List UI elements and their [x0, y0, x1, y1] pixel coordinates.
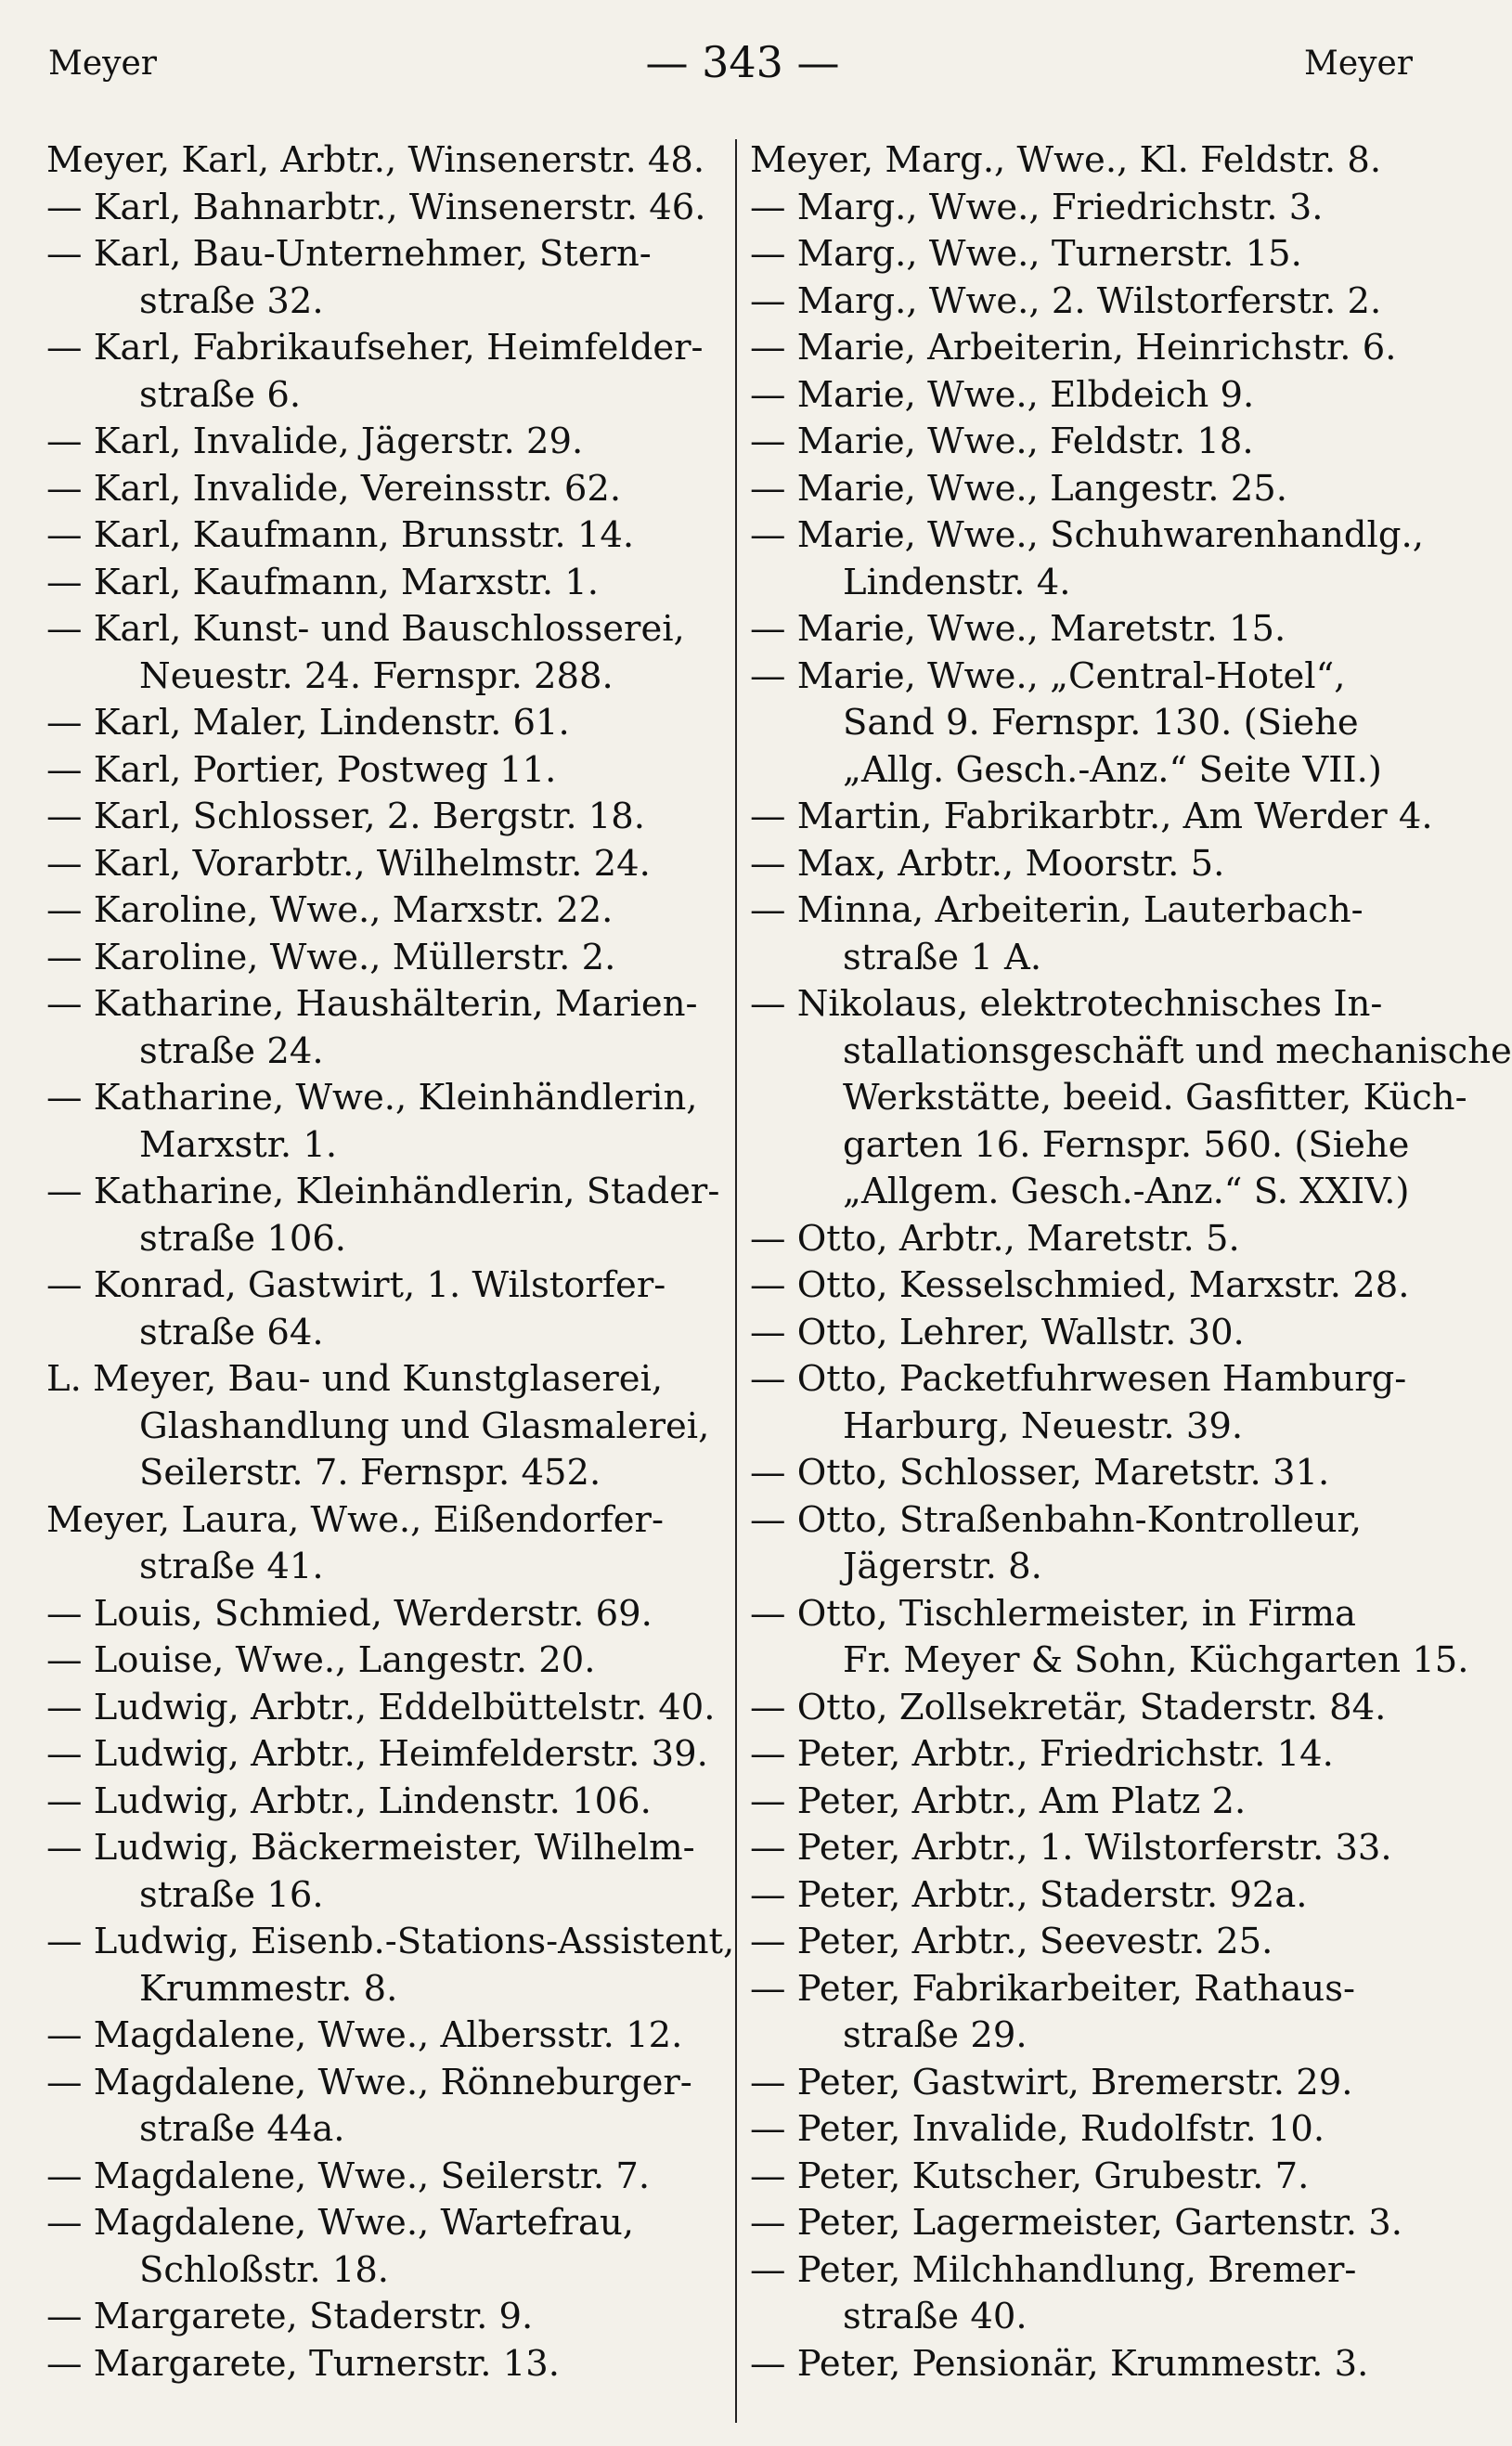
page-number: — 343 —: [645, 37, 840, 87]
directory-entry-line: straße 41.: [139, 1546, 324, 1587]
directory-entry-line: — Peter, Kutscher, Grubestr. 7.: [750, 2155, 1310, 2197]
directory-entry-line: — Otto, Straßenbahn-Kontrolleur,: [750, 1498, 1362, 1541]
directory-entry-line: — Otto, Packetfuhrwesen Hamburg-: [750, 1358, 1407, 1400]
directory-entry-line: Meyer, Marg., Wwe., Kl. Feldstr. 8.: [750, 139, 1382, 181]
directory-entry-line: — Otto, Zollsekretär, Staderstr. 84.: [750, 1686, 1387, 1728]
directory-entry-line: — Max, Arbtr., Moorstr. 5.: [750, 842, 1225, 885]
directory-entry-line: — Ludwig, Eisenb.-Stations-Assistent,: [46, 1921, 735, 1962]
directory-entry-line: stallationsgeschäft und mechanische: [843, 1029, 1512, 1072]
directory-entry-line: — Marg., Wwe., Friedrichstr. 3.: [750, 186, 1324, 228]
directory-entry-line: straße 64.: [139, 1311, 324, 1353]
directory-entry-line: — Karl, Bahnarbtr., Winsenerstr. 46.: [46, 186, 706, 228]
directory-entry-line: — Otto, Lehrer, Wallstr. 30.: [750, 1311, 1245, 1353]
directory-entry-line: — Peter, Fabrikarbeiter, Rathaus-: [750, 1967, 1355, 2010]
directory-entry-line: Fr. Meyer & Sohn, Küchgarten 15.: [843, 1639, 1469, 1681]
directory-entry-line: Harburg, Neuestr. 39.: [843, 1404, 1244, 1447]
directory-entry-line: — Peter, Lagermeister, Gartenstr. 3.: [750, 2202, 1403, 2244]
directory-entry-line: straße 40.: [843, 2296, 1027, 2337]
directory-entry-line: Schloßstr. 18.: [139, 2248, 390, 2291]
directory-entry-line: Meyer, Laura, Wwe., Eißendorfer-: [46, 1498, 664, 1541]
directory-entry-line: — Marie, Wwe., Elbdeich 9.: [750, 373, 1255, 416]
directory-entry-line: — Karl, Kaufmann, Brunsstr. 14.: [46, 514, 635, 556]
running-header-right: Meyer: [1303, 45, 1413, 83]
right-column: [750, 137, 1512, 2388]
directory-entry-line: Krummestr. 8.: [139, 1967, 398, 2010]
directory-entry-line: — Marie, Arbeiterin, Heinrichstr. 6.: [750, 327, 1397, 369]
directory-entry-line: — Otto, Schlosser, Maretstr. 31.: [750, 1452, 1330, 1494]
directory-entry-line: — Ludwig, Arbtr., Eddelbüttelstr. 40.: [46, 1686, 716, 1728]
directory-entry-line: — Karl, Invalide, Vereinsstr. 62.: [46, 467, 622, 510]
directory-entry-line: — Peter, Arbtr., Staderstr. 92a.: [750, 1873, 1308, 1916]
directory-entry-line: straße 106.: [139, 1217, 347, 1260]
directory-entry-line: — Ludwig, Arbtr., Heimfelderstr. 39.: [46, 1733, 708, 1775]
directory-entry-line: straße 44a.: [139, 2108, 345, 2150]
directory-entry-line: — Margarete, Turnerstr. 13.: [46, 2342, 561, 2385]
directory-entry-line: — Karl, Invalide, Jägerstr. 29.: [46, 421, 584, 462]
directory-entry-line: Jägerstr. 8.: [843, 1546, 1042, 1587]
directory-entry-line: Sand 9. Fernspr. 130. (Siehe: [843, 702, 1359, 744]
directory-entry-line: straße 16.: [139, 1873, 324, 1916]
directory-entry-line: — Martin, Fabrikarbtr., Am Werder 4.: [750, 796, 1433, 837]
directory-entry-line: — Marg., Wwe., Turnerstr. 15.: [750, 233, 1302, 275]
directory-entry-line: — Karoline, Wwe., Müllerstr. 2.: [46, 936, 616, 978]
directory-entry-line: L. Meyer, Bau- und Kunstglaserei,: [46, 1358, 664, 1400]
directory-entry-line: — Peter, Arbtr., Friedrichstr. 14.: [750, 1733, 1334, 1775]
directory-entry-line: — Karl, Kunst- und Bauschlosserei,: [46, 608, 685, 650]
directory-entry-line: — Magdalene, Wwe., Rönneburger-: [46, 2061, 692, 2103]
directory-entry-line: Glashandlung und Glasmalerei,: [139, 1404, 710, 1447]
directory-entry-line: — Ludwig, Bäckermeister, Wilhelm-: [46, 1827, 695, 1869]
directory-entry-line: — Katharine, Wwe., Kleinhändlerin,: [46, 1077, 698, 1119]
directory-entry-line: — Karl, Schlosser, 2. Bergstr. 18.: [46, 796, 646, 837]
left-column: [46, 137, 735, 2388]
directory-entry-line: — Peter, Arbtr., 1. Wilstorferstr. 33.: [750, 1827, 1392, 1869]
directory-entry-line: straße 29.: [843, 2014, 1027, 2056]
directory-entry-line: Seilerstr. 7. Fernspr. 452.: [139, 1452, 601, 1494]
directory-entry-line: — Otto, Arbtr., Maretstr. 5.: [750, 1217, 1240, 1260]
directory-entry-line: „Allg. Gesch.-Anz.“ Seite VII.): [843, 748, 1382, 791]
directory-entry-line: Marxstr. 1.: [139, 1123, 338, 1166]
directory-entry-line: — Katharine, Haushälterin, Marien-: [46, 983, 698, 1025]
directory-entry-line: — Peter, Arbtr., Seevestr. 25.: [750, 1921, 1273, 1962]
directory-entry-line: — Peter, Gastwirt, Bremerstr. 29.: [750, 2061, 1353, 2103]
directory-entry-line: Lindenstr. 4.: [843, 561, 1071, 603]
running-header-left: Meyer: [48, 45, 158, 83]
directory-entry-line: — Karl, Kaufmann, Marxstr. 1.: [46, 561, 600, 603]
directory-entry-line: — Marie, Wwe., „Central-Hotel“,: [750, 654, 1346, 697]
directory-entry-line: „Allgem. Gesch.-Anz.“ S. XXIV.): [843, 1171, 1410, 1212]
directory-entry-line: Neuestr. 24. Fernspr. 288.: [139, 654, 614, 697]
directory-entry-line: — Louise, Wwe., Langestr. 20.: [46, 1639, 596, 1681]
directory-entry-line: — Magdalene, Wwe., Wartefrau,: [46, 2202, 635, 2244]
directory-entry-line: — Konrad, Gastwirt, 1. Wilstorfer-: [46, 1264, 666, 1306]
directory-entry-line: — Marie, Wwe., Feldstr. 18.: [750, 421, 1254, 462]
directory-entry-line: — Magdalene, Wwe., Albersstr. 12.: [46, 2014, 683, 2056]
directory-entry-line: straße 24.: [139, 1029, 324, 1072]
directory-entry-line: — Peter, Milchhandlung, Bremer-: [750, 2248, 1357, 2291]
directory-entry-line: — Marie, Wwe., Langestr. 25.: [750, 467, 1287, 510]
directory-entry-line: — Peter, Invalide, Rudolfstr. 10.: [750, 2108, 1325, 2150]
directory-entry-line: — Marg., Wwe., 2. Wilstorferstr. 2.: [750, 279, 1382, 322]
directory-entry-line: Werkstätte, beeid. Gasfitter, Küch-: [843, 1077, 1467, 1119]
directory-entry-line: Meyer, Karl, Arbtr., Winsenerstr. 48.: [46, 139, 705, 181]
directory-entry-line: — Karl, Portier, Postweg 11.: [46, 748, 557, 791]
directory-entry-line: — Otto, Kesselschmied, Marxstr. 28.: [750, 1264, 1410, 1306]
directory-entry-line: — Otto, Tischlermeister, in Firma: [750, 1592, 1357, 1635]
column-divider: [735, 139, 737, 2423]
directory-entry-line: straße 6.: [139, 373, 302, 416]
directory-entry-line: straße 1 A.: [843, 936, 1042, 978]
directory-entry-line: — Marie, Wwe., Schuhwarenhandlg.,: [750, 514, 1424, 556]
directory-entry-line: — Ludwig, Arbtr., Lindenstr. 106.: [46, 1779, 652, 1822]
directory-entry-line: — Marie, Wwe., Maretstr. 15.: [750, 608, 1286, 650]
directory-entry-line: — Margarete, Staderstr. 9.: [46, 2296, 534, 2337]
directory-entry-line: — Nikolaus, elektrotechnisches In-: [750, 983, 1383, 1025]
directory-entry-line: — Louis, Schmied, Werderstr. 69.: [46, 1592, 653, 1635]
directory-entry-line: — Minna, Arbeiterin, Lauterbach-: [750, 889, 1363, 931]
directory-entry-line: garten 16. Fernspr. 560. (Siehe: [843, 1123, 1410, 1166]
directory-entry-line: — Karl, Bau-Unternehmer, Stern-: [46, 233, 652, 275]
directory-entry-line: — Karl, Fabrikaufseher, Heimfelder-: [46, 327, 704, 369]
directory-entry-line: — Peter, Pensionär, Krummestr. 3.: [750, 2342, 1369, 2385]
directory-entry-line: — Karl, Vorarbtr., Wilhelmstr. 24.: [46, 842, 651, 885]
directory-entry-line: straße 32.: [139, 279, 324, 322]
directory-entry-line: — Karoline, Wwe., Marxstr. 22.: [46, 889, 614, 931]
directory-entry-line: — Katharine, Kleinhändlerin, Stader-: [46, 1171, 720, 1212]
directory-entry-line: — Magdalene, Wwe., Seilerstr. 7.: [46, 2155, 651, 2197]
directory-entry-line: — Peter, Arbtr., Am Platz 2.: [750, 1779, 1247, 1822]
directory-entry-line: — Karl, Maler, Lindenstr. 61.: [46, 702, 570, 744]
